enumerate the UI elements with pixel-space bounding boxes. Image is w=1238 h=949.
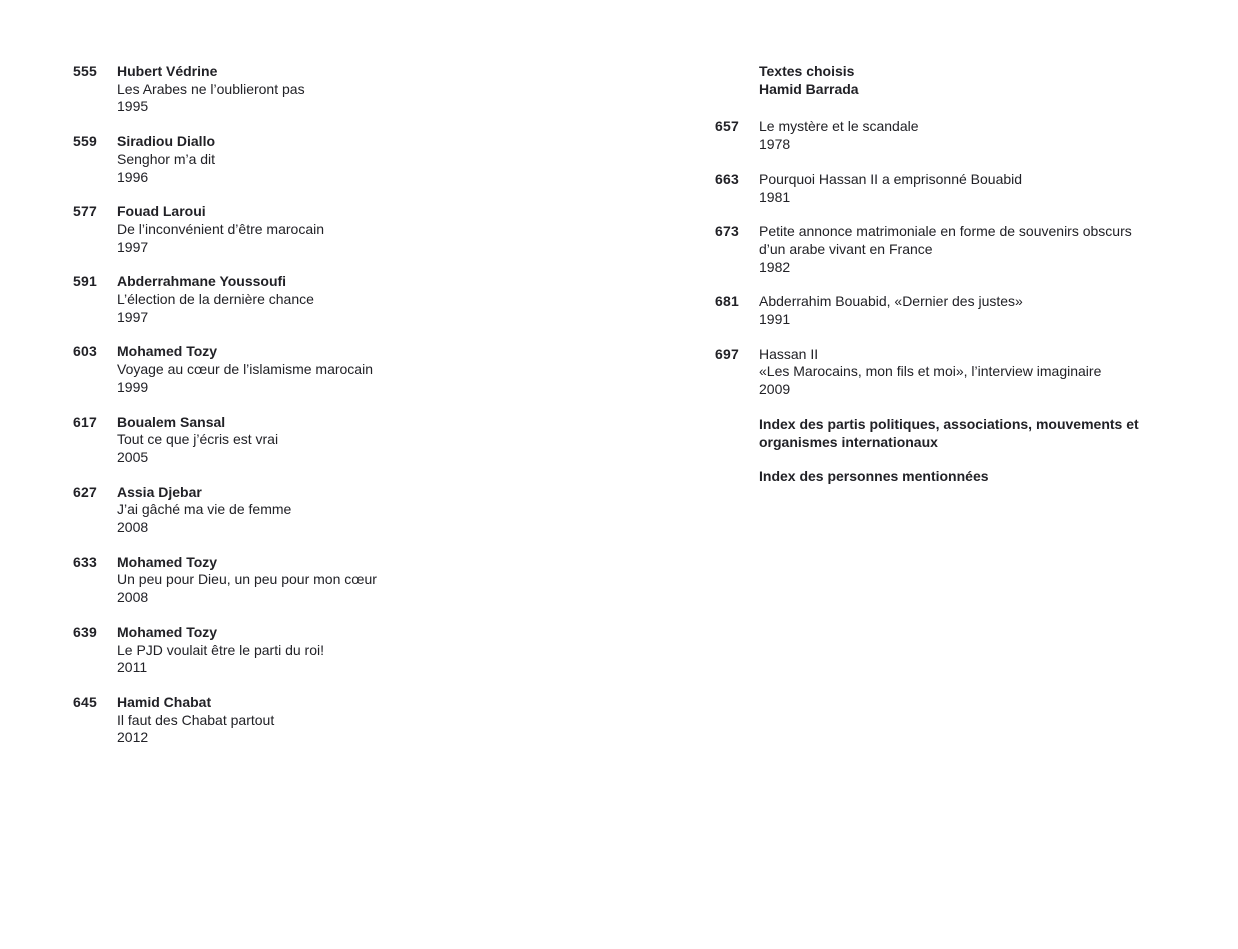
entry-title: De l’inconvénient d’être marocain (117, 220, 324, 237)
entry-title: Le PJD voulait être le parti du roi! (117, 641, 324, 658)
entry-title-line-2: «Les Marocains, mon fils et moi», l’interview imaginaire (759, 363, 1102, 380)
entry-year: 1996 (117, 168, 149, 185)
entry-title: Les Arabes ne l’oublieront pas (117, 80, 305, 97)
index-title-line-1: Index des partis politiques, associations, mouvements et (759, 415, 1139, 432)
entry-title: Un peu pour Dieu, un peu pour mon cœur (117, 571, 377, 588)
entry-author: Mohamed Tozy (117, 623, 218, 640)
toc-entry-645 (73, 694, 633, 747)
entry-title: Senghor m’a dit (117, 150, 216, 167)
entry-year: 2011 (117, 659, 148, 676)
entry-page-number: 657 (715, 118, 739, 135)
entry-year: 2012 (117, 729, 149, 746)
entry-year: 1978 (759, 136, 791, 153)
entry-title: Pourquoi Hassan II a emprisonné Bouabid (759, 170, 1023, 187)
entry-page-number: 645 (73, 693, 97, 710)
entry-title: Abderrahim Bouabid, «Dernier des justes» (759, 293, 1023, 310)
entry-page-number: 639 (73, 623, 97, 640)
entry-year: 2008 (117, 519, 149, 536)
toc-entry-639 (73, 624, 633, 677)
section-author: Hamid Barrada (759, 80, 859, 97)
entry-author: Siradiou Diallo (117, 133, 216, 150)
index-title: Index des personnes mentionnées (759, 468, 989, 485)
entry-page-number: 577 (73, 203, 97, 220)
toc-entry-697 (715, 346, 1195, 399)
entry-page-number: 617 (73, 413, 97, 430)
entry-page-number: 559 (73, 133, 97, 150)
toc-entry-673 (715, 223, 1195, 276)
index-parties (715, 416, 1195, 451)
entry-page-number: 633 (73, 553, 97, 570)
section-title: Textes choisis (759, 63, 855, 79)
entry-title: L’élection de la dernière chance (117, 291, 314, 308)
entry-page-number: 663 (715, 170, 739, 187)
entry-title: Tout ce que j’écris est vrai (117, 431, 279, 448)
entry-title-line-2: d’un arabe vivant en France (759, 240, 933, 257)
toc-entry-591 (73, 273, 633, 326)
entry-page-number: 591 (73, 273, 97, 290)
entry-author: Hamid Chabat (117, 693, 212, 710)
entry-year: 2005 (117, 448, 149, 465)
entry-author: Mohamed Tozy (117, 553, 218, 570)
toc-entry-577 (73, 203, 633, 256)
entry-author: Fouad Laroui (117, 203, 206, 220)
entry-author: Abderrahmane Youssoufi (117, 273, 287, 290)
section-header (715, 63, 1195, 98)
toc-right-column (715, 63, 1195, 503)
entry-author: Mohamed Tozy (117, 343, 218, 360)
entry-page-number: 681 (715, 293, 739, 310)
index-persons (715, 468, 1195, 486)
entry-page-number: 603 (73, 343, 97, 360)
entry-title: Il faut des Chabat partout (117, 711, 275, 728)
entry-year: 1999 (117, 378, 149, 395)
entry-year: 1997 (117, 308, 149, 325)
entry-year: 2009 (759, 381, 791, 398)
toc-entry-627 (73, 484, 633, 537)
toc-left-column (73, 63, 633, 764)
entry-page-number: 627 (73, 483, 97, 500)
entry-title: J’ai gâché ma vie de femme (117, 501, 292, 518)
entry-author: Assia Djebar (117, 483, 202, 500)
toc-entry-555 (73, 63, 633, 116)
entry-title: Voyage au cœur de l’islamisme marocain (117, 361, 373, 378)
entry-year: 1995 (117, 98, 149, 115)
entry-title-line-1: Petite annonce matrimoniale en forme de souvenirs obscurs (759, 223, 1132, 240)
entry-year: 1981 (759, 188, 791, 205)
index-title-line-2: organismes internationaux (759, 433, 938, 450)
entry-title-line-1: Hassan II (759, 345, 819, 362)
toc-entry-559 (73, 133, 633, 186)
entry-author: Hubert Védrine (117, 63, 218, 79)
entry-page-number: 673 (715, 223, 739, 240)
toc-entry-681 (715, 293, 1195, 328)
toc-entry-603 (73, 343, 633, 396)
entry-title: Le mystère et le scandale (759, 118, 919, 135)
entry-page-number: 555 (73, 63, 97, 79)
toc-entry-617 (73, 414, 633, 467)
toc-entry-663 (715, 171, 1195, 206)
toc-entry-633 (73, 554, 633, 607)
toc-entry-657 (715, 118, 1195, 153)
entry-year: 1982 (759, 258, 791, 275)
entry-year: 1991 (759, 311, 791, 328)
entry-author: Boualem Sansal (117, 413, 226, 430)
entry-year: 2008 (117, 589, 149, 606)
entry-year: 1997 (117, 238, 149, 255)
entry-page-number: 697 (715, 345, 739, 362)
